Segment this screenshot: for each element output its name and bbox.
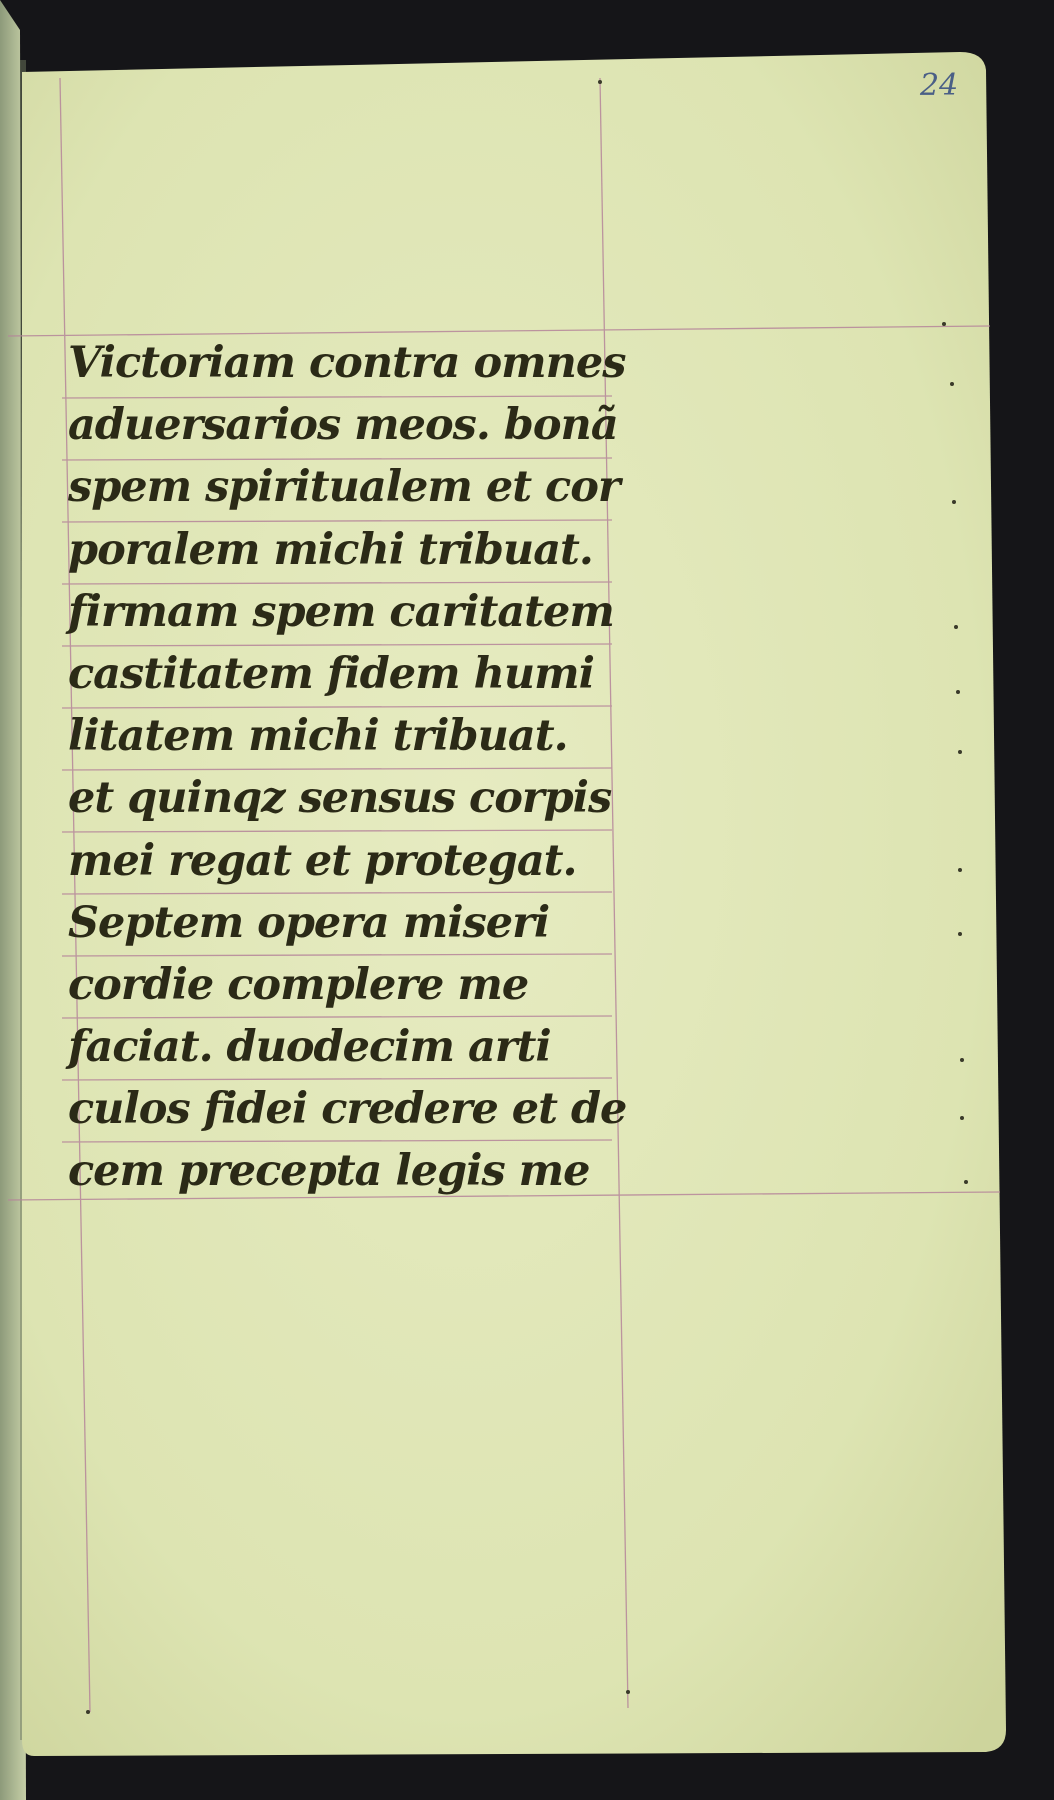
text-line: Septem opera miseri [68, 897, 550, 948]
text-line: faciat. duodecim arti [68, 1022, 551, 1073]
text-line: mei regat et protegat. [68, 835, 577, 886]
manuscript-text-block [68, 332, 648, 1203]
text-line: spem spiritualem et cor [68, 462, 620, 513]
text-line: cordie complere me [68, 959, 529, 1010]
text-line: litatem michi tribuat. [68, 711, 568, 762]
text-line: aduersarios meos. bonã [68, 400, 618, 451]
text-line: castitatem fidem humi [68, 648, 594, 699]
folio-number: 24 [920, 68, 959, 103]
text-line: Victoriam contra omnes [68, 338, 626, 388]
text-line: culos fidei credere et de [68, 1084, 627, 1135]
text-line: firmam spem caritatem [68, 586, 614, 637]
text-line: poralem michi tribuat. [68, 524, 593, 575]
text-line: et quinqz sensus corpis [68, 773, 612, 824]
text-line: cem precepta legis me [68, 1146, 590, 1197]
